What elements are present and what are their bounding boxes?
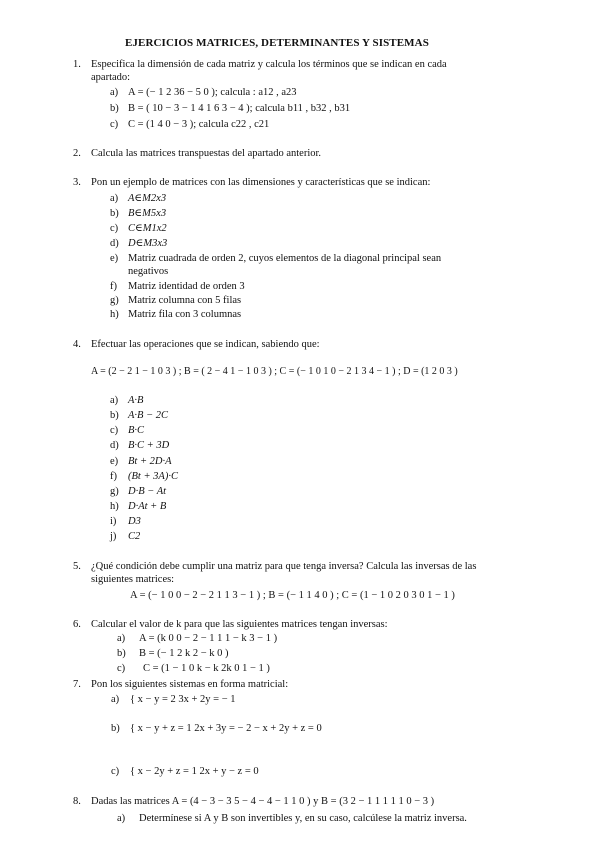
- q5-line2: siguientes matrices:: [91, 574, 175, 585]
- q3-item-e-cont: negativos: [128, 266, 169, 277]
- q3-item-f: Matriz identidad de orden 3: [128, 281, 245, 292]
- q3-item-b-label: b): [110, 208, 119, 219]
- q4-item-c-label: c): [110, 425, 119, 436]
- q8-text: Dadas las matrices A = (4 − 3 − 3 5 − 4 − 4 − 1 1 0 ) y B = (3 2 − 1 1 1 1 1 0 − 3 ): [91, 796, 435, 807]
- q4-item-f: (Bt + 3A)·C: [128, 471, 178, 482]
- q3-item-e: Matriz cuadrada de orden 2, cuyos elementos de la diagonal principal sean: [128, 253, 442, 264]
- q6-item-c-label: c): [117, 663, 126, 674]
- q1-item-c: C = (1 4 0 − 3 ); calcula c22 , c21: [128, 119, 270, 130]
- q4-item-e-label: e): [110, 456, 119, 467]
- q1-line2: apartado:: [91, 72, 131, 83]
- q4-item-h-label: h): [110, 501, 119, 512]
- q6-item-c: C = (1 − 1 0 k − k 2k 0 1 − 1 ): [143, 663, 270, 674]
- q7-item-b: { x − y + z = 1 2x + 3y = − 2 − x + 2y + z = 0: [130, 723, 322, 734]
- q8-number: 8.: [73, 796, 81, 807]
- q3-item-c-label: c): [110, 223, 119, 234]
- q3-text: Pon un ejemplo de matrices con las dimensiones y características que se indican:: [91, 177, 431, 188]
- q7-item-a: { x − y = 2 3x + 2y = − 1: [130, 694, 236, 705]
- q6-item-a: A = (k 0 0 − 2 − 1 1 1 − k 3 − 1 ): [139, 633, 278, 644]
- q4-item-j-label: j): [110, 531, 117, 542]
- q8-item-a-label: a): [117, 813, 126, 824]
- q7-number: 7.: [73, 679, 81, 690]
- q1-item-b-label: b): [110, 103, 119, 114]
- q6-item-a-label: a): [117, 633, 126, 644]
- q7-item-c-label: c): [111, 766, 120, 777]
- q6-item-b: B = (− 1 2 k 2 − k 0 ): [139, 648, 229, 659]
- q3-number: 3.: [73, 177, 81, 188]
- q7-text: Pon los siguientes sistemas en forma matricial:: [91, 679, 289, 690]
- q2-text: Calcula las matrices transpuestas del apartado anterior.: [91, 148, 322, 159]
- q4-item-g-label: g): [110, 486, 119, 497]
- q6-item-b-label: b): [117, 648, 126, 659]
- q4-item-d-label: d): [110, 440, 119, 451]
- q1-item-b: B = ( 10 − 3 − 1 4 1 6 3 − 4 ); calcula b11 , b32 , b31: [128, 103, 351, 114]
- q4-item-a-label: a): [110, 395, 119, 406]
- q8-item-a: Determínese si A y B son invertibles y, en su caso, calcúlese la matriz inversa.: [139, 813, 467, 824]
- q3-item-g: Matriz columna con 5 filas: [128, 295, 242, 306]
- q4-item-j: C2: [128, 531, 141, 542]
- q2-number: 2.: [73, 148, 81, 159]
- q4-item-h: D·At + B: [128, 501, 167, 512]
- q4-definitions: A = (2 − 2 1 − 1 0 3 ) ; B = ( 2 − 4 1 − 1 0 3 ) ; C = (− 1 0 1 0 − 2 1 3 4 − 1 ) ; D = (1 2 0 3 ): [91, 366, 458, 377]
- q4-item-c: B·C: [128, 425, 145, 436]
- q4-item-a: A·B: [128, 395, 144, 406]
- q3-item-b: B∈M5x3: [128, 208, 167, 219]
- q3-item-e-label: e): [110, 253, 119, 264]
- q5-equation: A = (− 1 0 0 − 2 − 2 1 1 3 − 1 ) ; B = (− 1 1 4 0 ) ; C = (1 − 1 0 2 0 3 0 1 − 1 ): [130, 590, 455, 601]
- q3-item-d: D∈M3x3: [128, 238, 168, 249]
- q4-item-b: A·B − 2C: [128, 410, 169, 421]
- q7-item-b-label: b): [111, 723, 120, 734]
- q4-item-i: D3: [128, 516, 141, 527]
- q1-item-a: A = (− 1 2 36 − 5 0 ); calcula : a12 , a23: [128, 87, 297, 98]
- q4-item-i-label: i): [110, 516, 117, 527]
- q5-line1: ¿Qué condición debe cumplir una matriz para que tenga inversa? Calcula las inversas de las: [91, 561, 477, 572]
- q7-item-c: { x − 2y + z = 1 2x + y − z = 0: [130, 766, 259, 777]
- q4-number: 4.: [73, 339, 81, 350]
- q6-text: Calcular el valor de k para que las siguientes matrices tengan inversas:: [91, 619, 388, 630]
- page-title: EJERCICIOS MATRICES, DETERMINANTES Y SISTEMAS: [125, 37, 429, 49]
- q4-item-d: B·C + 3D: [128, 440, 170, 451]
- q4-item-b-label: b): [110, 410, 119, 421]
- q1-line1: Especifica la dimensión de cada matriz y calcula los términos que se indican en cada: [91, 59, 447, 70]
- q3-item-a: A∈M2x3: [128, 193, 167, 204]
- q4-item-e: Bt + 2D·A: [128, 456, 172, 467]
- q3-item-h: Matriz fila con 3 columnas: [128, 309, 242, 320]
- q3-item-g-label: g): [110, 295, 119, 306]
- q4-item-g: D·B − At: [128, 486, 167, 497]
- q4-item-f-label: f): [110, 471, 117, 482]
- q1-item-a-label: a): [110, 87, 119, 98]
- q3-item-a-label: a): [110, 193, 119, 204]
- q1-item-c-label: c): [110, 119, 119, 130]
- q6-number: 6.: [73, 619, 81, 630]
- q3-item-c: C∈M1x2: [128, 223, 167, 234]
- q3-item-f-label: f): [110, 281, 117, 292]
- q7-item-a-label: a): [111, 694, 120, 705]
- q4-text: Efectuar las operaciones que se indican, sabiendo que:: [91, 339, 320, 350]
- q5-number: 5.: [73, 561, 81, 572]
- q1-number: 1.: [73, 59, 81, 70]
- q3-item-h-label: h): [110, 309, 119, 320]
- q3-item-d-label: d): [110, 238, 119, 249]
